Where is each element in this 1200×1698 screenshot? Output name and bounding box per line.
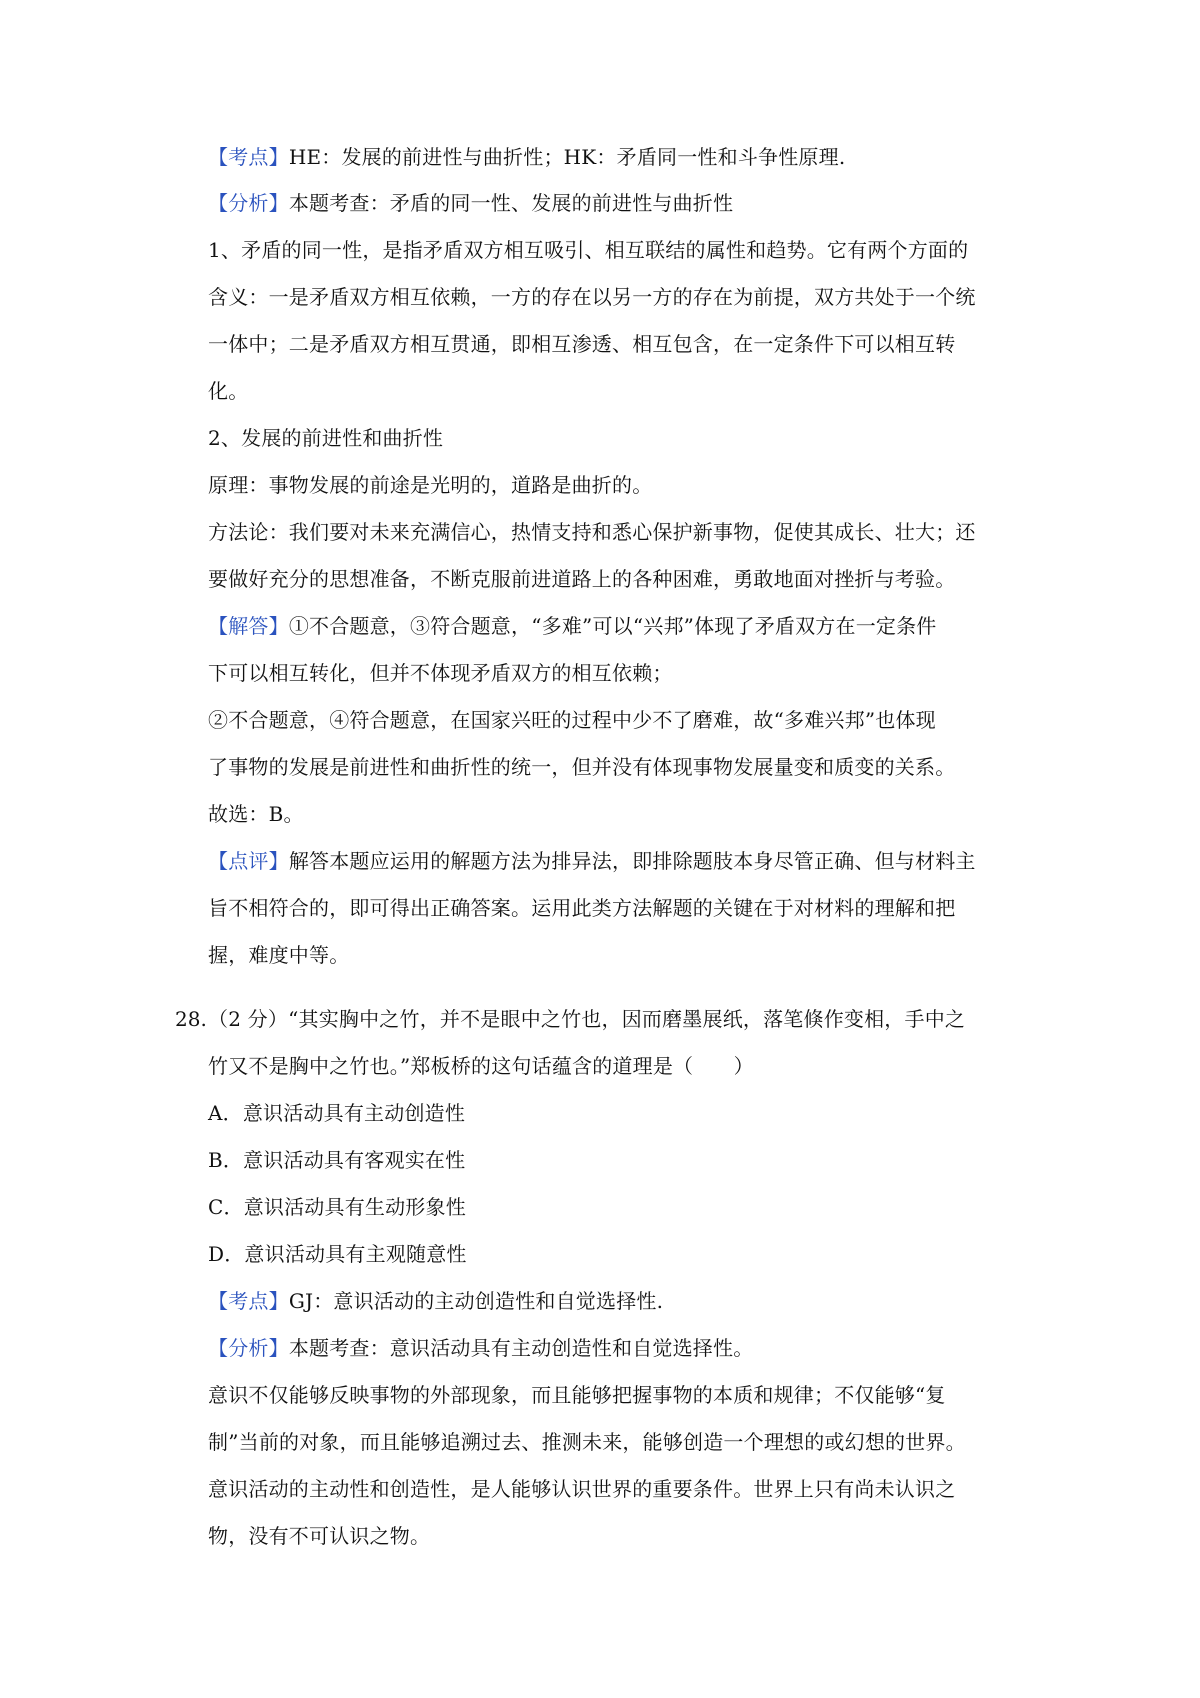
option-c: C．意识活动具有生动形象性 xyxy=(208,1195,466,1219)
analysis-line: 意识不仅能够反映事物的外部现象，而且能够把握事物的本质和规律；不仅能够“复 xyxy=(208,1383,946,1407)
question-number: 28. xyxy=(175,1007,207,1031)
analysis-line: 原理：事物发展的前途是光明的，道路是曲折的。 xyxy=(208,473,653,497)
kaodian-line-2 xyxy=(208,1287,1028,1315)
analysis-line: 要做好充分的思想准备，不断克服前进道路上的各种困难，勇敢地面对挫折与考验。 xyxy=(208,567,956,591)
jieda-line-1 xyxy=(208,612,1028,640)
answer-line: 下可以相互转化，但并不体现矛盾双方的相互依赖； xyxy=(208,661,673,685)
answer-line: ②不合题意，④符合题意，在国家兴旺的过程中少不了磨难，故“多难兴邦”也体现 xyxy=(208,708,936,732)
comment-line: 旨不相符合的，即可得出正确答案。运用此类方法解题的关键在于对材料的理解和把 xyxy=(208,896,956,920)
option-a: A．意识活动具有主动创造性 xyxy=(208,1101,466,1125)
analysis-line: 含义：一是矛盾双方相互依赖，一方的存在以另一方的存在为前提，双方共处于一个统 xyxy=(208,285,976,309)
comment-line: 握，难度中等。 xyxy=(208,943,350,967)
fenxi-tag: 【分析】 xyxy=(208,191,289,215)
fenxi-line-1 xyxy=(208,189,1028,217)
analysis-line: 1、矛盾的同一性，是指矛盾双方相互吸引、相互联结的属性和趋势。它有两个方面的 xyxy=(208,238,969,262)
analysis-line: 一体中；二是矛盾双方相互贯通，即相互渗透、相互包含，在一定条件下可以相互转 xyxy=(208,332,956,356)
option-b: B．意识活动具有客观实在性 xyxy=(208,1148,466,1172)
jieda-text: ①不合题意，③符合题意，“多难”可以“兴邦”体现了矛盾双方在一定条件 xyxy=(288,614,937,638)
question-stem-line: （2 分）“其实胸中之竹，并不是眼中之竹也，因而磨墨展纸，落笔倏作变相，手中之 xyxy=(208,1007,966,1031)
analysis-line: 制”当前的对象，而且能够追溯过去、推测未来，能够创造一个理想的或幻想的世界。 xyxy=(208,1430,966,1454)
kaodian-line-1 xyxy=(208,143,1028,171)
dianping-line-1 xyxy=(208,847,1028,875)
jieda-tag: 【解答】 xyxy=(208,614,289,638)
dianping-tag: 【点评】 xyxy=(208,849,289,873)
kaodian-text: HE：发展的前进性与曲折性；HK：矛盾同一性和斗争性原理. xyxy=(288,145,846,169)
fenxi-text: 本题考查：矛盾的同一性、发展的前进性与曲折性 xyxy=(288,191,734,215)
question-stem-line: 竹又不是胸中之竹也。”郑板桥的这句话蕴含的道理是（ ） xyxy=(208,1054,754,1078)
kaodian-text: GJ：意识活动的主动创造性和自觉选择性. xyxy=(288,1289,664,1313)
analysis-line: 2、发展的前进性和曲折性 xyxy=(208,426,444,450)
answer-choice: 故选：B。 xyxy=(208,802,304,826)
fenxi-tag: 【分析】 xyxy=(208,1336,289,1360)
dianping-text: 解答本题应运用的解题方法为排异法，即排除题肢本身尽管正确、但与材料主 xyxy=(288,849,976,873)
kaodian-tag: 【考点】 xyxy=(208,145,289,169)
analysis-line: 意识活动的主动性和创造性，是人能够认识世界的重要条件。世界上只有尚未认识之 xyxy=(208,1477,956,1501)
analysis-line: 物，没有不可认识之物。 xyxy=(208,1524,431,1548)
answer-line: 了事物的发展是前进性和曲折性的统一，但并没有体现事物发展量变和质变的关系。 xyxy=(208,755,956,779)
fenxi-line-2 xyxy=(208,1334,1028,1362)
analysis-line: 方法论：我们要对未来充满信心，热情支持和悉心保护新事物，促使其成长、壮大；还 xyxy=(208,520,976,544)
fenxi-text: 本题考查：意识活动具有主动创造性和自觉选择性。 xyxy=(288,1336,754,1360)
analysis-line: 化。 xyxy=(208,379,249,403)
kaodian-tag: 【考点】 xyxy=(208,1289,289,1313)
option-d: D．意识活动具有主观随意性 xyxy=(208,1242,467,1266)
